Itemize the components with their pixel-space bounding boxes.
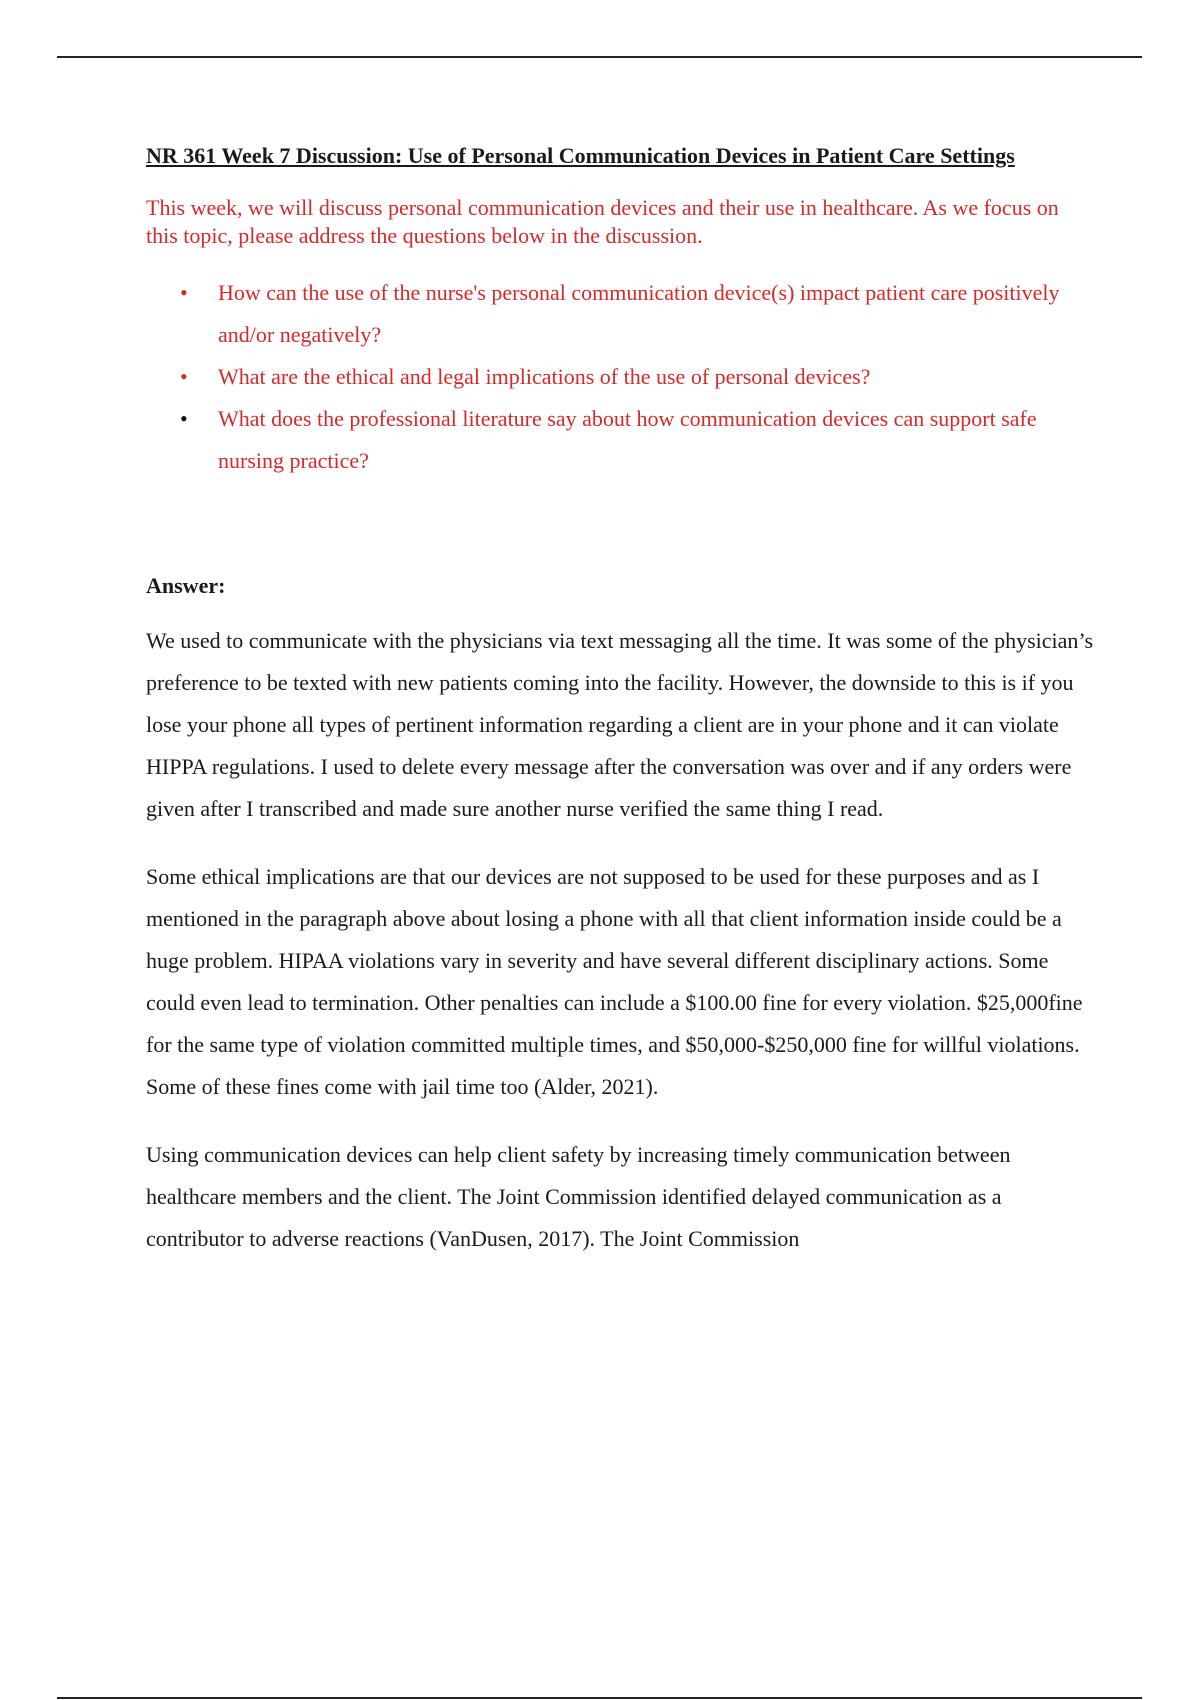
discussion-prompt: This week, we will discuss personal communication devices and their use in healthcare. As we focus on this topic, please address the questions below in the discussion. xyxy=(146,195,1059,248)
answer-paragraph: Using communication devices can help client safety by increasing timely communication between healthcare members and the client. The Joint Commission identified delayed communication as a contributor to adverse reactions (VanDusen, 2017). The Joint Commission xyxy=(146,1142,1011,1251)
document-title: NR 361 Week 7 Discussion: Use of Personal Communication Devices in Patient Care Settings xyxy=(146,143,1015,168)
bullet-icon: • xyxy=(180,364,188,389)
question-text: How can the use of the nurse's personal communication device(s) impact patient care positively and/or negatively? xyxy=(218,280,1060,347)
answer-paragraph: Some ethical implications are that our devices are not supposed to be used for these purposes and as I mentioned in the paragraph above about losing a phone with all that client information inside could be a huge problem. HIPAA violations vary in severity and have several different disciplinary actions. Some could even lead to termination. Other penalties can include a $100.00 fine for every violation. $25,000fine for the same type of violation committed multiple times, and $50,000-$250,000 fine for willful violations. Some of these fines come with jail time too (Alder, 2021). xyxy=(146,864,1083,1099)
top-rule xyxy=(57,56,1142,58)
question-item xyxy=(146,272,1068,356)
bottom-rule xyxy=(57,1697,1142,1699)
question-item xyxy=(146,356,1068,398)
bullet-icon: • xyxy=(180,406,188,431)
question-text: What are the ethical and legal implications of the use of personal devices? xyxy=(218,364,871,389)
answer-paragraph: We used to communicate with the physicians via text messaging all the time. It was some of the physician’s preference to be texted with new patients coming into the facility. However, the downside to this is if you lose your phone all types of pertinent information regarding a client are in your phone and it can violate HIPPA regulations. I used to delete every message after the conversation was over and if any orders were given after I transcribed and made sure another nurse verified the same thing I read. xyxy=(146,628,1094,821)
question-list xyxy=(146,272,1096,482)
question-text: What does the professional literature say about how communication devices can support safe nursing practice? xyxy=(218,406,1037,473)
question-item xyxy=(146,398,1068,482)
document-body xyxy=(146,142,1096,1260)
answer-label: Answer: xyxy=(146,573,226,598)
bullet-icon: • xyxy=(180,280,188,305)
